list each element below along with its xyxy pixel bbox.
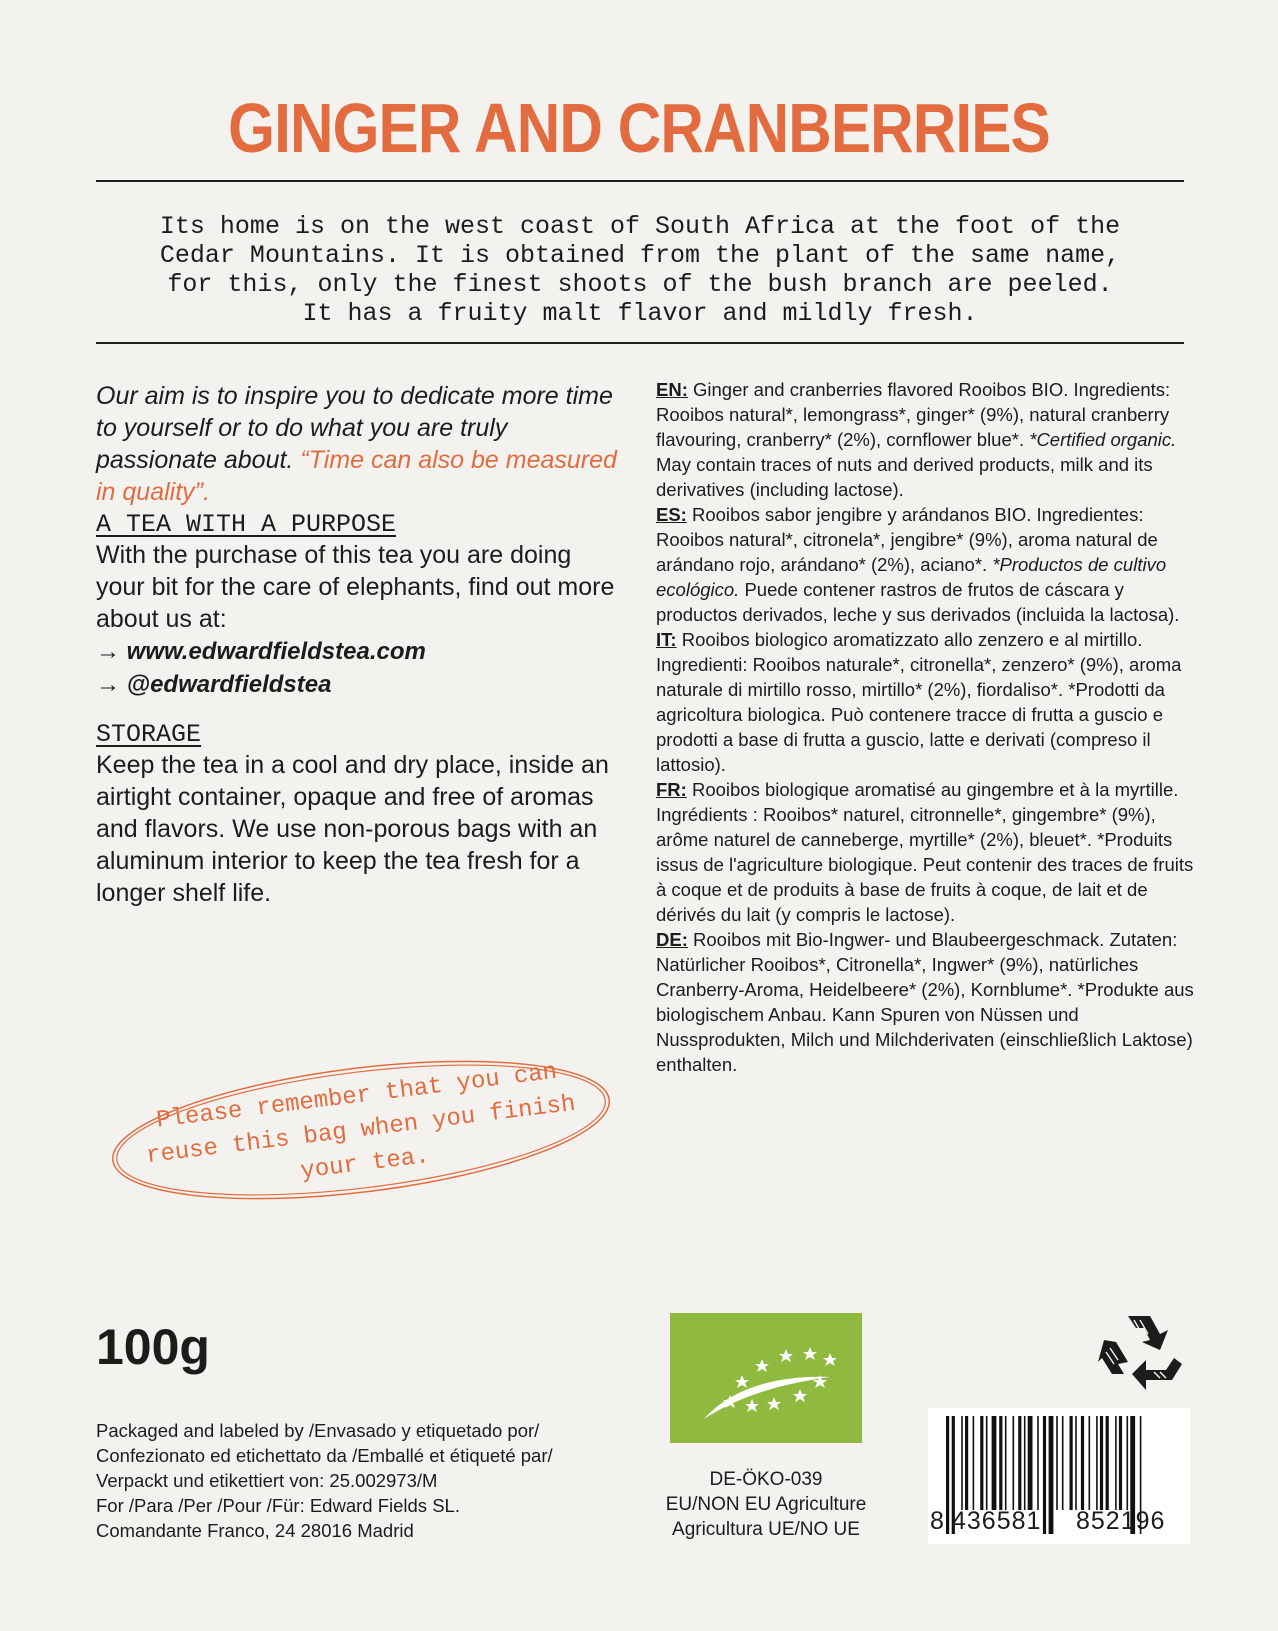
barcode-bar xyxy=(965,1416,968,1510)
packager-line: Verpackt und etikettiert von: 25.002973/M xyxy=(96,1470,438,1491)
ingredients-text: Rooibos biologico aromatizzato allo zenzero e al mirtillo. Ingredienti: Rooibos naturale*, citronella*, zenzero* (9%), aroma naturale di mirtillo rosso, mirtillo* (2%), fiordaliso*. *Prodotti da agricoltura biologica. Può contenere tracce di frutta a guscio e prodotti a base di frutta a guscio, latte e derivati (compreso il lattosio). xyxy=(656,629,1182,775)
barcode-bar xyxy=(1100,1416,1103,1510)
social-handle-link[interactable]: → @edwardfieldstea xyxy=(96,671,332,698)
ingredients-text: Rooibos mit Bio-Ingwer- und Blaubeergeschmack. Zutaten: Natürlicher Rooibos*, Citronella*, Ingwer* (9%), natürliches Cranberry-Aroma, Heidelbeere* (2%), Kornblume*. *Produkte aus biologischem Anbau. Kann Spuren von Nüssen und Nussprodukten, Milch und Milchderivaten (einschließlich Laktose) enthalten. xyxy=(656,929,1194,1075)
ingredients-text: Rooibos biologique aromatisé au gingembre et à la myrtille. Ingrédients : Rooibos* naturel, citronnelle*, gingembre* (9%), arôme naturel de canneberge, myrtille* (2%), bleuet*. *Produits issus de l'agriculture biologique. Peut contenir des traces de fruits à coque et de produits à base de fruits à coque, de lait et de dérivés du lait (y compris le lactose). xyxy=(656,779,1194,925)
eu-organic-leaf-icon xyxy=(670,1313,862,1443)
ingredients-es xyxy=(656,502,1196,627)
barcode-bar xyxy=(1037,1416,1039,1510)
barcode-bar xyxy=(1089,1416,1091,1510)
barcode-bar xyxy=(1075,1416,1077,1510)
barcode-group-left: 436581 xyxy=(952,1507,1042,1535)
agriculture-origin-en: EU/NON EU Agriculture xyxy=(665,1494,867,1515)
ingredients-italic: *Productos de cultivo ecológico. xyxy=(656,554,1167,600)
net-weight: 100g xyxy=(96,1319,210,1375)
ingredients-list xyxy=(656,377,1196,1077)
barcode-bar xyxy=(1096,1416,1098,1510)
storage-section xyxy=(96,720,626,909)
intro-line: Its home is on the west coast of South Africa at the foot of the xyxy=(159,212,1121,241)
barcode-bar xyxy=(980,1416,983,1510)
barcode-bar xyxy=(1024,1416,1026,1510)
ingredients-fr xyxy=(656,777,1196,927)
packager-info xyxy=(96,1418,553,1543)
barcode-bar xyxy=(1115,1416,1117,1510)
storage-text: Keep the tea in a cool and dry place, inside an airtight container, opaque and free of aromas and flavors. We use non-porous bags with an aluminum interior to keep the tea fresh for a longer shelf life. xyxy=(96,751,609,907)
bottom-divider xyxy=(96,342,1184,344)
top-divider xyxy=(96,180,1184,182)
barcode-bar xyxy=(992,1416,997,1510)
eu-organic-info xyxy=(640,1467,892,1542)
ingredients-italic: *Certified organic. xyxy=(1029,429,1177,450)
barcode-bar xyxy=(1018,1416,1021,1510)
barcode-bar xyxy=(1062,1416,1064,1510)
ingredients-de xyxy=(656,927,1196,1077)
ingredients-text: May contain traces of nuts and derived products, milk and its derivatives (including lactose). xyxy=(656,454,1153,500)
lang-label: DE: xyxy=(656,929,688,950)
packager-line: Confezionato ed etichettato da /Emballé et étiqueté par/ xyxy=(96,1445,553,1466)
barcode-digit-first: 8 xyxy=(930,1507,945,1535)
storage-heading: STORAGE xyxy=(96,720,202,749)
reuse-note xyxy=(96,1050,626,1210)
ingredients-text: Ginger and cranberries flavored Rooibos BIO. Ingredients: Rooibos natural*, lemongrass*, ginger* (9%), natural cranberry flavouring, cranberry* (2%), cornflower blue*. xyxy=(656,379,1171,450)
recycle-icon xyxy=(1098,1312,1182,1396)
purpose-heading: A TEA WITH A PURPOSE xyxy=(96,510,397,539)
barcode-bar xyxy=(1070,1416,1073,1510)
packager-line: For /Para /Per /Pour /Für: Edward Fields SL. xyxy=(96,1495,460,1516)
intro-line: Cedar Mountains. It is obtained from the plant of the same name, xyxy=(159,241,1121,270)
aim-text: Our aim is to inspire you to dedicate more time to yourself or to do what you are truly passionate about. xyxy=(96,382,613,474)
barcode-bar xyxy=(1028,1416,1033,1510)
barcode-bar xyxy=(1043,1416,1046,1534)
barcode-bar xyxy=(1049,1416,1054,1534)
barcode-group-right: 852196 xyxy=(1076,1507,1166,1535)
agriculture-origin-es: Agricultura UE/NO UE xyxy=(672,1519,860,1540)
product-title: GINGER AND CRANBERRIES xyxy=(228,89,1050,167)
packager-line: Packaged and labeled by /Envasado y etiquetado por/ xyxy=(96,1420,540,1441)
intro-line: It has a fruity malt flavor and mildly fresh. xyxy=(302,299,978,328)
organic-control-code: DE-ÖKO-039 xyxy=(709,1469,823,1490)
barcode-bar xyxy=(999,1416,1002,1510)
packager-line: Comandante Franco, 24 28016 Madrid xyxy=(96,1520,414,1541)
barcode-bar xyxy=(986,1416,988,1510)
ingredients-text: Puede contener rastros de frutos de cáscara y productos derivados, leche y sus derivados (incluida la lactosa). xyxy=(656,579,1180,625)
barcode-bar xyxy=(1056,1416,1058,1510)
intro-line: for this, only the finest shoots of the bush branch are peeled. xyxy=(167,270,1113,299)
barcode-bar xyxy=(1127,1416,1129,1510)
lang-label: FR: xyxy=(656,779,687,800)
barcode-bar xyxy=(946,1416,949,1534)
barcode-bar xyxy=(961,1416,963,1510)
barcode-bar xyxy=(1106,1416,1109,1510)
aim-quote: “Time can also be measured in quality”. xyxy=(96,446,617,506)
website-link[interactable]: → www.edwardfieldstea.com xyxy=(96,638,426,665)
barcode-bar xyxy=(973,1416,975,1510)
ingredients-text: Rooibos sabor jengibre y arándanos BIO. Ingredientes: Rooibos natural*, citronela*, jengibre* (9%), aroma natural de arándano rojo, arándano* (2%), aciano*. xyxy=(656,504,1158,575)
purpose-section xyxy=(96,510,626,701)
aim-statement xyxy=(96,380,626,508)
ingredients-en xyxy=(656,377,1196,502)
barcode-bar xyxy=(1081,1416,1084,1510)
ingredients-it xyxy=(656,627,1196,777)
purpose-text: With the purchase of this tea you are doing your bit for the care of elephants, find out more about us at: xyxy=(96,541,615,633)
lang-label: EN: xyxy=(656,379,688,400)
barcode-bar xyxy=(1005,1416,1007,1510)
reuse-note-text: Please remember that you can reuse this bag when you finish your tea. xyxy=(144,1058,578,1186)
product-intro xyxy=(96,212,1184,328)
lang-label: ES: xyxy=(656,504,687,525)
barcode-bar xyxy=(1119,1416,1122,1510)
lang-label: IT: xyxy=(656,629,677,650)
barcode-bar xyxy=(1013,1416,1015,1510)
